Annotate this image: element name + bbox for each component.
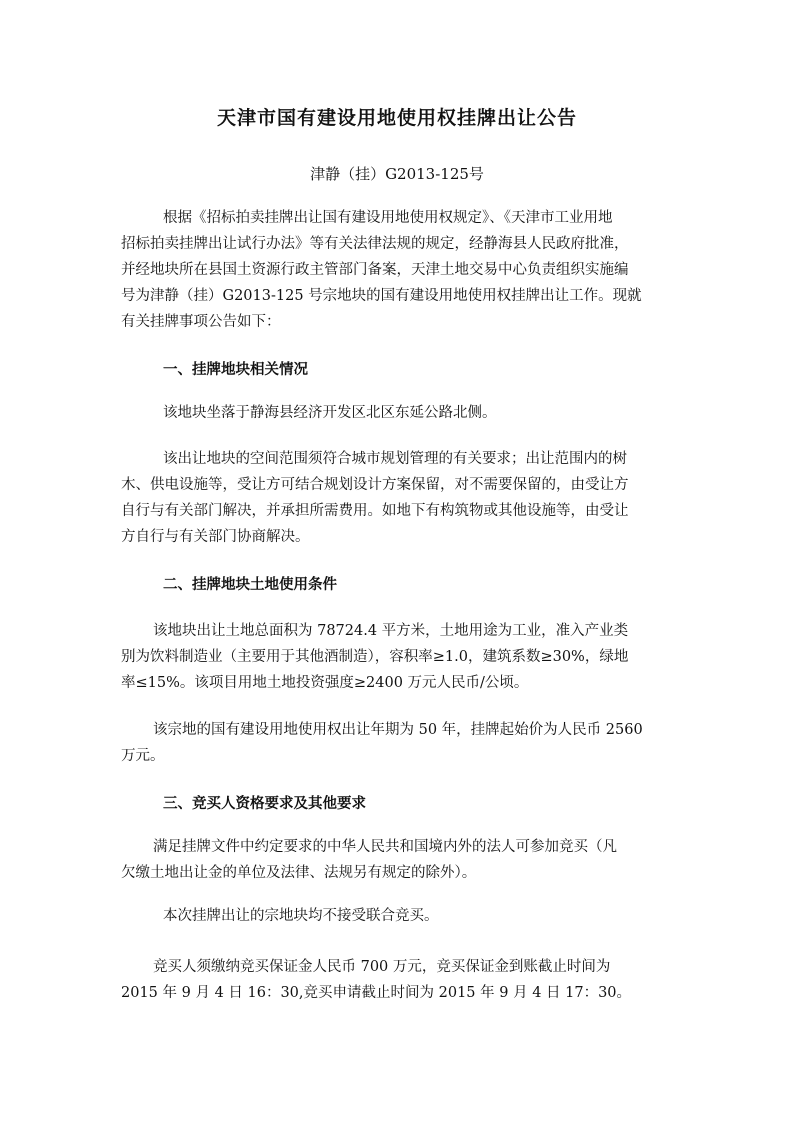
section3-paragraph-deposit <box>121 954 674 1006</box>
text-line: 根据《招标拍卖挂牌出让国有建设用地使用权规定》、《天津市工业用地 <box>163 210 613 226</box>
text-line: 欠缴土地出让金的单位及法律、法规另有规定的除外）。 <box>121 865 477 881</box>
section2-paragraph-term-price <box>121 717 674 769</box>
section1-paragraph-scope <box>121 446 674 550</box>
text-line: 号为津静（挂）G2013-125 号宗地块的国有建设用地使用权挂牌出让工作。现就 <box>121 288 642 304</box>
text-line: 招标拍卖挂牌出让试行办法》等有关法律法规的规定，经静海县人民政府批准， <box>121 236 629 252</box>
document-number: 津静（挂）G2013-125号 <box>310 165 484 183</box>
text-line: 该宗地的国有建设用地使用权出让年期为 50 年，挂牌起始价为人民币 2560 <box>153 722 643 738</box>
section1-paragraph-location <box>121 400 674 426</box>
text-line: 2015 年 9 月 4 日 16：30,竞买申请截止时间为 2015 年 9 月 4 日 17：30。 <box>121 985 632 1001</box>
page-title: 天津市国有建设用地使用权挂牌出让公告 <box>216 107 577 129</box>
text-line: 方自行与有关部门协商解决。 <box>121 529 310 545</box>
section3-paragraph-joint-bid <box>121 903 674 929</box>
section-heading-3: 三、竞买人资格要求及其他要求 <box>163 796 366 812</box>
text-line: 满足挂牌文件中约定要求的中华人民共和国境内外的法人可参加竞买（凡 <box>153 839 617 855</box>
text-line: 该出让地块的空间范围须符合城市规划管理的有关要求；出让范围内的树 <box>163 451 627 467</box>
section2-paragraph-conditions <box>121 618 674 696</box>
text-line: 有关挂牌事项公告如下： <box>121 314 281 330</box>
text-line: 该地块出让土地总面积为 78724.4 平方米，土地用途为工业，准入产业类 <box>153 623 629 639</box>
text-line: 竞买人须缴纳竞买保证金人民币 700 万元，竞买保证金到账截止时间为 <box>153 959 611 975</box>
section-heading-1: 一、挂牌地块相关情况 <box>163 362 308 378</box>
text-line: 别为饮料制造业（主要用于其他酒制造），容积率≥1.0，建筑系数≥30%，绿地 <box>121 649 629 665</box>
section-heading-2: 二、挂牌地块土地使用条件 <box>163 577 337 593</box>
text-line: 该地块坐落于静海县经济开发区北区东延公路北侧。 <box>163 405 497 421</box>
intro-paragraph <box>121 205 674 335</box>
text-line: 本次挂牌出让的宗地块均不接受联合竞买。 <box>163 908 439 924</box>
text-line: 木、供电设施等，受让方可结合规划设计方案保留，对不需要保留的，由受让方 <box>121 477 629 493</box>
text-line: 万元。 <box>121 748 165 764</box>
section3-paragraph-qualification <box>121 834 674 886</box>
text-line: 自行与有关部门解决，并承担所需费用。如地下有构筑物或其他设施等，由受让 <box>121 503 629 519</box>
text-line: 率≤15%。该项目用地土地投资强度≥2400 万元人民币/公顷。 <box>121 675 529 691</box>
text-line: 并经地块所在县国土资源行政主管部门备案，天津土地交易中心负责组织实施编 <box>121 262 629 278</box>
